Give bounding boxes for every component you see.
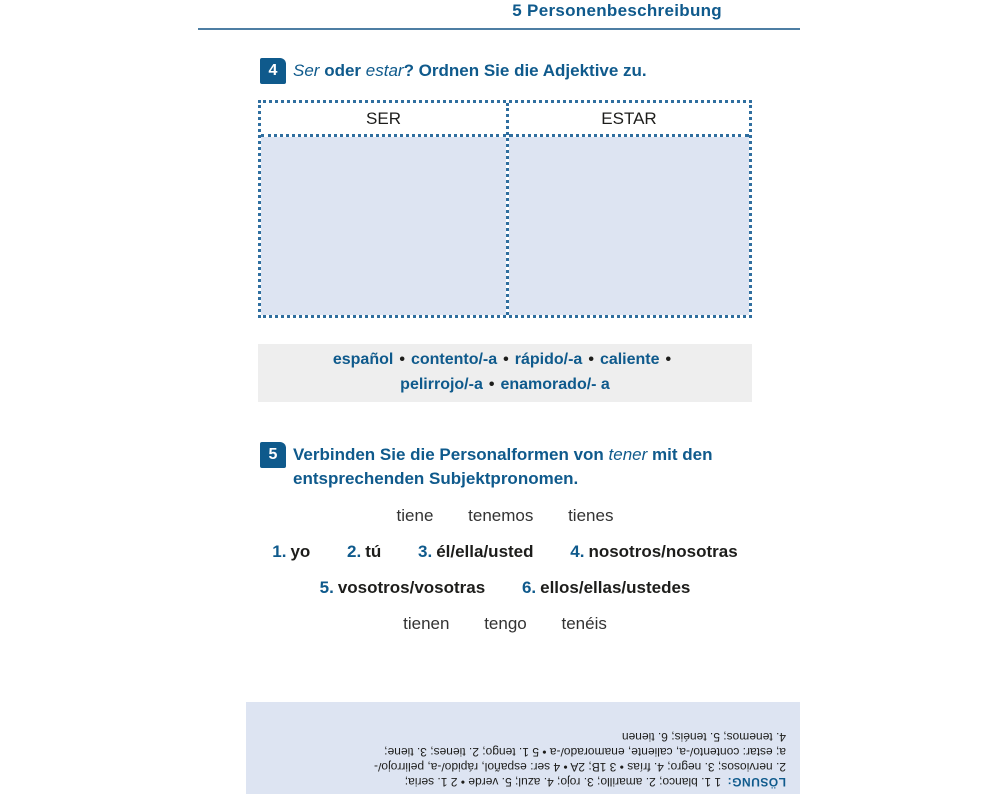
pronoun-text: vosotros/vosotras [337, 578, 486, 597]
word-bank-item[interactable]: caliente [599, 351, 660, 368]
word-bank-item[interactable]: pelirrojo/-a [400, 376, 483, 393]
pronoun-number: 1. [272, 542, 287, 561]
pronoun-item[interactable] [347, 542, 381, 562]
solution-line-text: 1 1. blanco; 2. amarillo; 3. rojo; 4. azul; 5. verde • 2 1. seria; [404, 775, 722, 789]
word-bank-item[interactable]: rápido/-a [514, 351, 583, 368]
pronoun-number: 6. [521, 578, 537, 597]
page-header [198, 0, 800, 30]
title-text-rest: ? Ordnen Sie die Adjektive zu. [403, 61, 647, 80]
chapter-title: 5 Personenbeschreibung [512, 1, 722, 20]
sort-table [258, 100, 752, 318]
pronouns-row-1 [250, 542, 760, 562]
title-italic-estar: estar [365, 61, 404, 80]
exercise-5-badge: 5 [260, 442, 286, 468]
exercise-4-title [293, 59, 647, 83]
title-italic-tener: tener [608, 445, 648, 464]
pronouns-row-2 [250, 578, 760, 598]
solution-line: 2. nerviosos; 3. negro; 4. frías • 3 1B; 2A • 4 ser: español, rápido/-a, pelirrojo/- [374, 760, 786, 774]
pronoun-text: yo [290, 542, 311, 561]
pronoun-item[interactable] [272, 542, 310, 562]
pronoun-text: tú [365, 542, 382, 561]
verb-form[interactable]: tienen [403, 614, 450, 633]
solution-line: 4. tenemos; 5. tenéis; 6. tienen [621, 730, 786, 744]
pronoun-item[interactable] [418, 542, 534, 562]
solution-line [258, 774, 786, 789]
verb-form[interactable]: tenéis [561, 614, 607, 633]
verbs-top-row [258, 506, 752, 526]
verb-form[interactable]: tenemos [468, 506, 534, 525]
title-text: Verbinden Sie die Personalformen von [293, 445, 609, 464]
pronoun-text: él/ella/usted [436, 542, 534, 561]
pronoun-text: nosotros/nosotras [588, 542, 738, 561]
verb-form[interactable]: tiene [396, 506, 434, 525]
pronoun-item[interactable] [570, 542, 737, 562]
ser-column-header: SER [261, 103, 506, 137]
solution-box [246, 702, 800, 794]
estar-answer-area[interactable] [509, 137, 749, 315]
ser-column [261, 103, 506, 315]
pronoun-item[interactable] [522, 578, 690, 598]
verb-form[interactable]: tienes [568, 506, 614, 525]
ser-answer-area[interactable] [261, 137, 506, 315]
word-bank-item[interactable]: español [332, 351, 394, 368]
word-bank-item[interactable]: contento/-a [410, 351, 498, 368]
estar-column [506, 103, 749, 315]
word-bank: español • contento/-a • rápido/-a • caliente • pelirrojo/-a • enamorado/- a [258, 344, 752, 402]
pronoun-number: 4. [570, 542, 585, 561]
pronoun-number: 5. [319, 578, 334, 597]
pronoun-number: 3. [418, 542, 433, 561]
verb-form[interactable]: tengo [484, 614, 527, 633]
solution-label: LÖSUNG: [727, 775, 786, 789]
pronoun-item[interactable] [320, 578, 486, 598]
title-italic-ser: Ser [293, 61, 320, 80]
pronoun-number: 2. [347, 542, 362, 561]
title-text: entsprechenden Subjektpronomen. [293, 469, 579, 488]
title-text-oder: oder [319, 61, 366, 80]
word-bank-item[interactable]: enamorado/- a [500, 376, 610, 393]
solution-line: a; estar: contento/-a, caliente, enamorado/-a • 5 1. tengo; 2. tienes; 3. tiene; [384, 745, 786, 759]
pronoun-text: ellos/ellas/ustedes [540, 578, 691, 597]
estar-column-header: ESTAR [509, 103, 749, 137]
exercise-4-badge: 4 [260, 58, 286, 84]
verbs-bottom-row [258, 614, 752, 634]
solution-text-rotated [246, 702, 800, 794]
title-text: mit den [647, 445, 713, 464]
exercise-5-title [293, 443, 712, 491]
